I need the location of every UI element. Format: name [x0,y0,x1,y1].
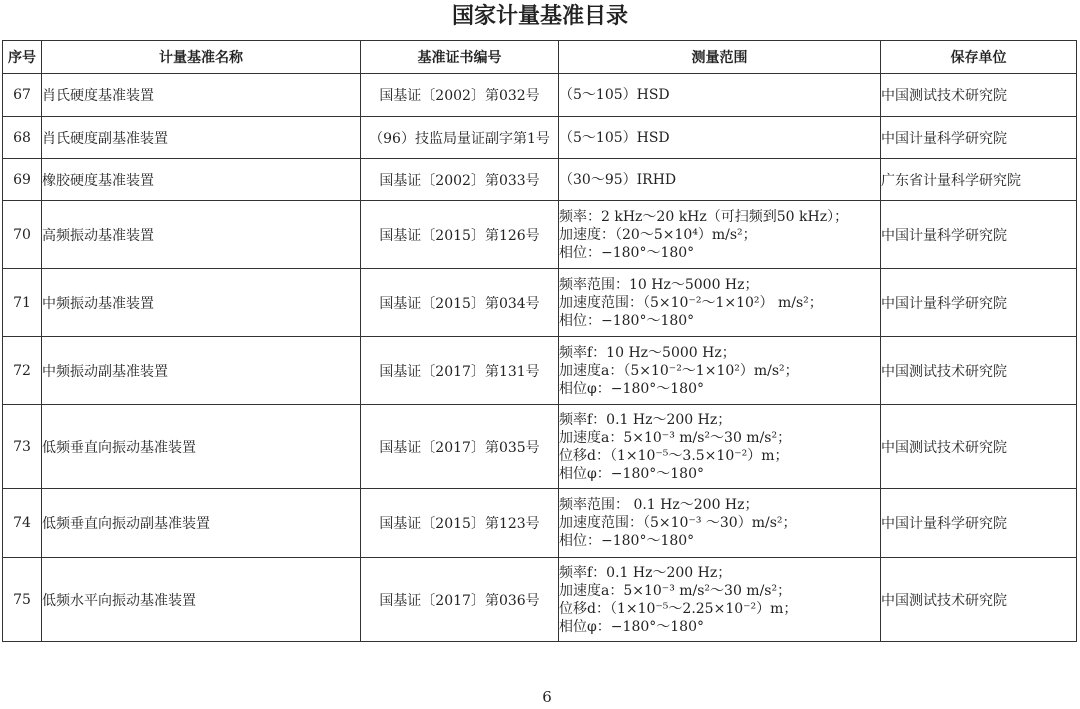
table-row [3,405,1077,489]
range-line: （30～95）IRHD [559,171,677,188]
table-body [3,74,1077,642]
standard-name: 肖氏硬度基准装置 [42,74,361,117]
range-line: 加速度a：5×10⁻³ m/s²～30 m/s²； [559,429,792,446]
custodian-unit: 中国测试技术研究院 [881,558,1077,642]
page-title: 国家计量基准目录 [451,4,628,29]
row-seq-number: 71 [3,269,42,337]
table-row [3,201,1077,269]
custodian-unit: 中国计量科学研究院 [881,117,1077,159]
header-unit: 保存单位 [881,41,1077,74]
range-line: 频率：2 kHz～20 kHz（可扫频到50 kHz）； [559,208,849,225]
custodian-unit: 中国计量科学研究院 [881,201,1077,269]
certificate-number: 国基证〔2002〕第032号 [361,74,559,117]
custodian-unit: 广东省计量科学研究院 [881,159,1077,201]
range-line: 相位：−180°～180° [559,312,695,329]
table-row [3,558,1077,642]
measurement-range [559,201,881,269]
measurement-range [559,74,881,117]
row-seq-number: 68 [3,117,42,159]
table-row [3,337,1077,405]
range-line: 频率f：0.1 Hz～200 Hz； [559,564,732,581]
certificate-number: 国基证〔2015〕第123号 [361,489,559,558]
range-line: 加速度：（20～5×10⁴）m/s²； [559,226,757,243]
range-line: 频率f：0.1 Hz～200 Hz； [559,411,732,428]
header-cert: 基准证书编号 [361,41,559,74]
range-line: （5～105）HSD [559,87,670,103]
measurement-range [559,558,881,642]
row-seq-number: 73 [3,405,42,489]
page-number: 6 [542,688,552,706]
standard-name: 低频垂直向振动基准装置 [42,405,361,489]
custodian-unit: 中国测试技术研究院 [881,337,1077,405]
custodian-unit: 中国计量科学研究院 [881,269,1077,337]
measurement-range [559,117,881,159]
custodian-unit: 中国测试技术研究院 [881,74,1077,117]
standard-name: 低频水平向振动基准装置 [42,558,361,642]
header-name: 计量基准名称 [42,41,361,74]
row-seq-number: 72 [3,337,42,405]
table-row [3,74,1077,117]
row-seq-number: 70 [3,201,42,269]
range-line: 位移d：（1×10⁻⁵～3.5×10⁻²）m； [559,447,789,464]
certificate-number: 国基证〔2017〕第131号 [361,337,559,405]
range-line: （5～105）HSD [559,129,670,146]
measurement-range [559,337,881,405]
custodian-unit: 中国测试技术研究院 [881,405,1077,489]
table-row [3,489,1077,558]
certificate-number: （96）技监局量证副字第1号 [361,117,559,159]
range-line: 加速度a：（5×10⁻²～1×10²）m/s²； [559,362,799,379]
range-line: 相位：−180°～180° [559,533,695,549]
catalog-table [2,40,1077,642]
standard-name: 高频振动基准装置 [42,201,361,269]
table-row [3,269,1077,337]
range-line: 相位φ：−180°～180° [559,380,704,397]
row-seq-number: 74 [3,489,42,558]
range-line: 相位φ：−180°～180° [559,618,704,635]
range-line: 加速度范围：（5×10⁻³ ～30）m/s²； [559,515,797,531]
range-line: 位移d：（1×10⁻⁵～2.25×10⁻²）m； [559,600,798,617]
range-line: 加速度范围：（5×10⁻²～1×10²） m/s²； [559,294,823,311]
row-seq-number: 75 [3,558,42,642]
range-line: 频率f：10 Hz～5000 Hz； [559,344,736,361]
range-line: 频率范围： 0.1 Hz～200 Hz； [559,497,759,513]
certificate-number: 国基证〔2017〕第035号 [361,405,559,489]
table-header-row [3,41,1077,74]
certificate-number: 国基证〔2002〕第033号 [361,159,559,201]
measurement-range [559,269,881,337]
measurement-range [559,405,881,489]
range-line: 相位φ：−180°～180° [559,465,704,482]
range-line: 加速度a：5×10⁻³ m/s²～30 m/s²； [559,582,792,599]
table-row [3,159,1077,201]
table-row [3,117,1077,159]
standard-name: 低频垂直向振动副基准装置 [42,489,361,558]
certificate-number: 国基证〔2015〕第126号 [361,201,559,269]
certificate-number: 国基证〔2015〕第034号 [361,269,559,337]
standard-name: 橡胶硬度基准装置 [42,159,361,201]
header-range: 测量范围 [559,41,881,74]
standard-name: 中频振动基准装置 [42,269,361,337]
custodian-unit: 中国计量科学研究院 [881,489,1077,558]
standard-name: 中频振动副基准装置 [42,337,361,405]
standard-name: 肖氏硬度副基准装置 [42,117,361,159]
range-line: 频率范围：10 Hz～5000 Hz； [559,276,759,293]
range-line: 相位：−180°～180° [559,244,695,261]
certificate-number: 国基证〔2017〕第036号 [361,558,559,642]
measurement-range [559,159,881,201]
header-seq: 序号 [3,41,42,74]
row-seq-number: 67 [3,74,42,117]
measurement-range [559,489,881,558]
row-seq-number: 69 [3,159,42,201]
